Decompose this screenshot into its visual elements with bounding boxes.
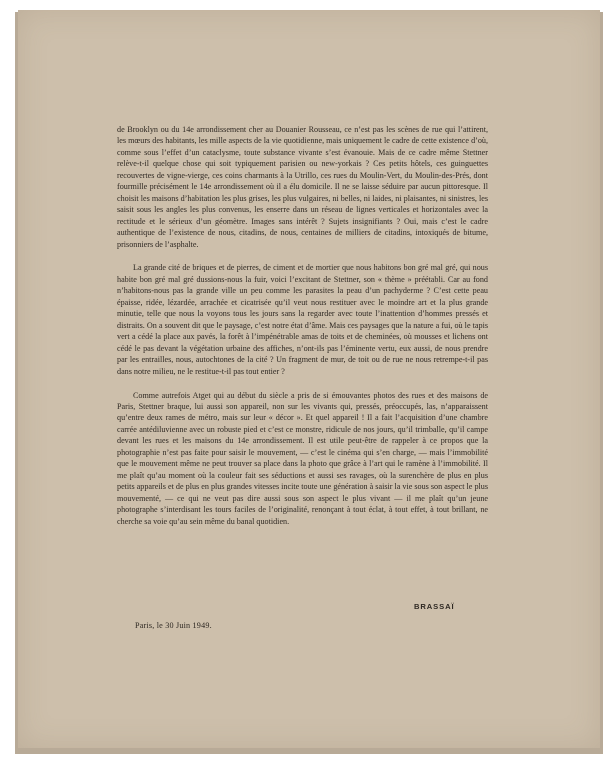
- paragraph-1: de Brooklyn ou du 14e arrondissement cher au Douanier Rousseau, ce n’est pas les scènes de rue qui l’attirent, les mœurs des habitants, les mille aspects de la vie quotidienne, mais uniquement le cadre de cette existence d’où, comme sous l’effet d’un cataclysme, toute substance vivante s’est évanouie. Mais de ce cadre même Stettner relève-t-il quelque chose qui soit typiquement parisien ou new-yorkais ? Ces petits hôtels, ces guinguettes recouvertes de vigne-vierge, ces coins charmants à la Utrillo, ces rues du Moulin-Vert, du Moulin-des-Prés, dont fourmille précisément le 14e arrondissement où il a élu domicile. Il ne se laisse séduire par aucun pittoresque. Il choisit les maisons d’habitation les plus grises, les plus vulgaires, ni belles, ni laides, ni plaisantes, ni sinistres, les saisit sous les angles les plus convenus, les enserre dans un réseau de lignes verticales et horizontales avec la rectitude et le sérieux d’un géomètre. Images sans intérêt ? Sujets insignifiants ? Oui, mais c’est le cadre authentique de l’existence de nous, citadins, de nous, centaines de milliers de citadins, intoxiqués de bitume, prisonniers de l’asphalte.: [117, 125, 488, 249]
- author-signature: BRASSAÏ: [414, 602, 455, 611]
- paragraph-2: La grande cité de briques et de pierres, de ciment et de mortier que nous habitons bon gré mal gré, qui nous habite bon gré mal gré dussions-nous la fuir, voici l’excitant de Stettner, son « thème » préétabli. Car au fond n’habitons-nous pas la grande ville un peu comme les parasites la peau d’un pachyderme ? C’est cette peau épaisse, ridée, lézardée, arrachée et cicatrisée qu’il veut nous restituer avec le moindre art et la plus grande minutie, telle que nous la voyons tous les jours sans la regarder avec toute l’inattention d’hommes pressés et distraits. On a souvent dit que le paysage, c’est notre état d’âme. Mais ces paysages que la nature a fui, où le tapis vert a cédé la place aux pavés, la forêt à l’impénétrable amas de toits et de cheminées, où mousses et lichens ont cédé le pas devant la végétation urbaine des affiches, n’ont-ils pas l’éminente vertu, eux aussi, de nous prendre par les entrailles, nous, autochtones de la cité ? Un fragment de mur, de toit ou de rue ne nous retrempe-t-il pas dans notre milieu, ne le restitue-t-il pas tout entier ?: [117, 263, 488, 376]
- body-text: [117, 124, 488, 527]
- paragraph-3: Comme autrefois Atget qui au début du siècle a pris de si émouvantes photos des rues et des maisons de Paris, Stettner braque, lui aussi son appareil, non sur les vivants qui, pressés, préoccupés, las, n’apparaissent qu’entre deux rames de métro, mais sur leur « décor ». Et quel appareil ! Il a fait l’acquisition d’une chambre carrée antédiluvienne avec un robuste pied et c’est ce monstre, ridicule de nos jours, qu’il trimballe, qu’il campe devant les rues et les maisons du 14e arrondissement. Il est utile peut-être de rappeler à ce propos que la photographie n’est pas faite pour saisir le mouvement, — c’est le cinéma qui s’en charge, — mais l’immobilité que le mouvement même ne peut trouver sa place dans la photo que grâce à l’art qui le ramène à l’immobilité. Il me plaît qu’au moment où la couleur fait ses séductions et aussi ses ravages, où la surenchère de plus en plus petits appareils et de plus en plus grandes vitesses incite toute une génération à saisir la vie sous son aspect le plus mouvementé, — ce qui ne veut pas dire aussi sous son aspect le plus vivant — il me plaît qu’un jeune photographe s’interdisant les tours faciles de l’originalité, renonçant à tout éclat, à tout effet, à tout brillant, ne cherche sa voie qu’au sein même du banal quotidien.: [117, 390, 488, 526]
- dateline: Paris, le 30 Juin 1949.: [135, 621, 212, 630]
